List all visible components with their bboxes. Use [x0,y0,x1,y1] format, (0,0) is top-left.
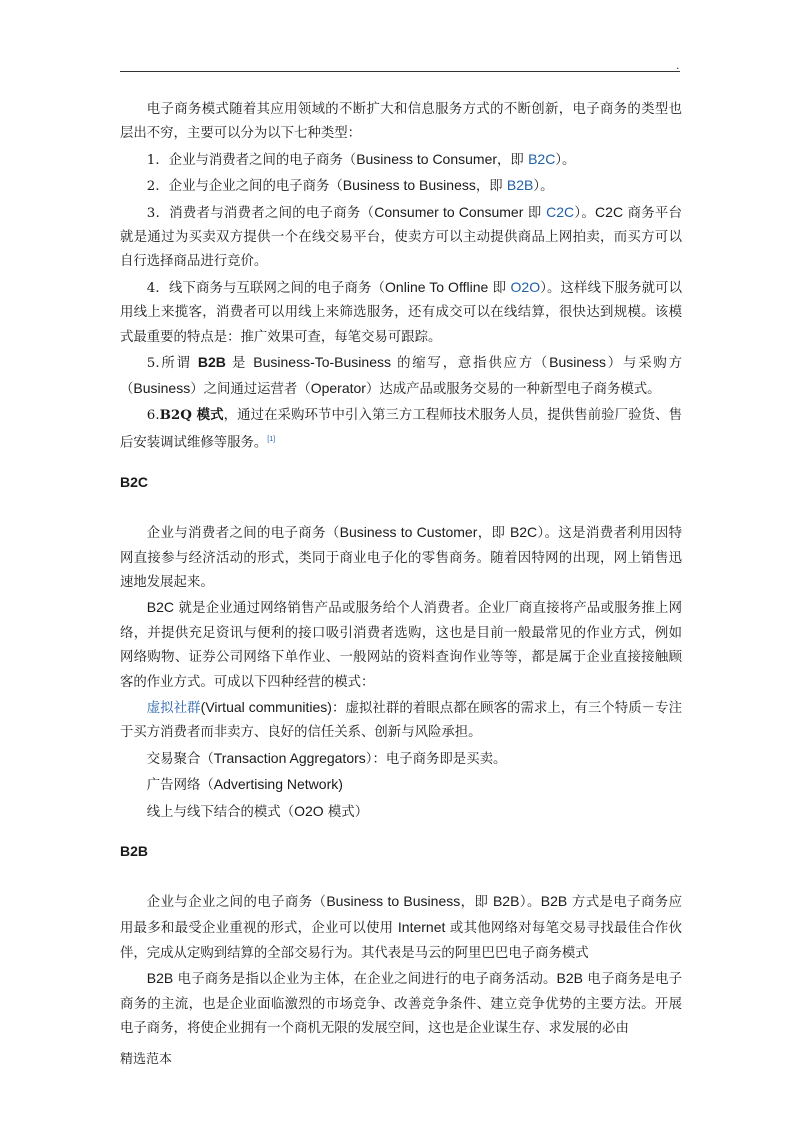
b2c-mode-2: 交易聚合（Transaction Aggregators）：电子商务即是买卖。 [146,749,507,767]
type-item-2: 2．企业与企业之间的电子商务（Business to Business，即 B2B）。 [146,177,554,195]
intro-paragraph: 电子商务模式随着其应用领域的不断扩大和信息服务方式的不断创新，电子商务的类型也层出不穷，主要可以分为以下七种类型： [120,102,682,142]
type-item-4: 4．线下商务与互联网之间的电子商务（Online To Offline 即 O2O）。这样线下服务就可以用线上来揽客，消费者可以用线上来筛选服务，还有成交可以在线结算，很快达到规模。该模式最重要的特点是：推广效果可查，每笔交易可跟踪。 [120,278,682,345]
type-item-1: 1．企业与消费者之间的电子商务（Business to Consumer，即 B2C）。 [146,150,576,168]
header-rule [120,71,680,72]
b2c-mode-1: 虚拟社群(Virtual communities)：虚拟社群的着眼点都在顾客的需求上，有三个特质－专注于买方消费者而非卖方、良好的信任关系、创新与风险承担。 [120,699,682,741]
b2b-paragraph-2: B2B 电子商务是指以企业为主体，在企业之间进行的电子商务活动。B2B 电子商务是电子商务的主流，也是企业面临激烈的市场竞争、改善竞争条件、建立竞争优势的主要方法。开展电子商务，将使企业拥有一个商机无限的发展空间，这也是企业谋生存、求发展的必由 [120,970,682,1037]
citation-link[interactable]: [1] [267,436,276,444]
b2c-mode-3: 广告网络（Advertising Network) [146,776,343,794]
b2c-link[interactable]: B2C [528,150,556,167]
virtual-communities-link[interactable]: 虚拟社群 [146,701,201,716]
b2c-paragraph-2: B2C 就是企业通过网络销售产品或服务给个人消费者。企业厂商直接将产品或服务推上网络，并提供充足资讯与便利的接口吸引消费者选购，这也是目前一般最常见的作业方式，例如网络购物、证券公司网络下单作业、一般网站的资料查询作业等等，都是属于企业直接接触顾客的作业方式。可成以下四种经营的模式： [120,599,682,690]
b2b-link[interactable]: B2B [506,177,534,194]
section-heading-b2b: B2B [120,843,149,860]
c2c-link[interactable]: C2C [546,203,575,220]
type-item-6: 6.B2Q 模式，通过在采购环节中引入第三方工程师技术服务人员，提供售前验厂验货、售后安装调试维修等服务。[1] [120,406,682,451]
section-heading-b2c: B2C [120,474,149,491]
b2c-paragraph-1: 企业与消费者之间的电子商务（Business to Customer，即 B2C）。这是消费者利用因特网直接参与经济活动的形式，类同于商业电子化的零售商务。随着因特网的出现，网上销售迅速地发展起来。 [120,524,682,590]
footer-label: 精选范本 [120,1052,173,1067]
header-mark: . [676,58,680,72]
type-item-3: 3．消费者与消费者之间的电子商务（Consumer to Consumer 即 C2C）。C2C 商务平台就是通过为买卖双方提供一个在线交易平台，使卖方可以主动提供商品上网拍卖，而买方可以自行选择商品进行竞价。 [120,203,682,270]
type-item-5: 5.所谓 B2B 是 Business-To-Business 的缩写，意指供应方（Business）与采购方（Business）之间通过运营者（Operator）达成产品或服务交易的一种新型电子商务模式。 [120,354,683,398]
o2o-link[interactable]: O2O [510,278,541,295]
b2b-paragraph-1: 企业与企业之间的电子商务（Business to Business，即 B2B）。B2B 方式是电子商务应用最多和最受企业重视的形式，企业可以使用 Internet 或其他网络对每笔交易寻找最佳合作伙伴，完成从定购到结算的全部交易行为。其代表是马云的阿里巴巴电子商务模式 [120,893,682,961]
b2c-mode-4: 线上与线下结合的模式（O2O 模式） [146,802,369,820]
document-body [120,98,682,1041]
